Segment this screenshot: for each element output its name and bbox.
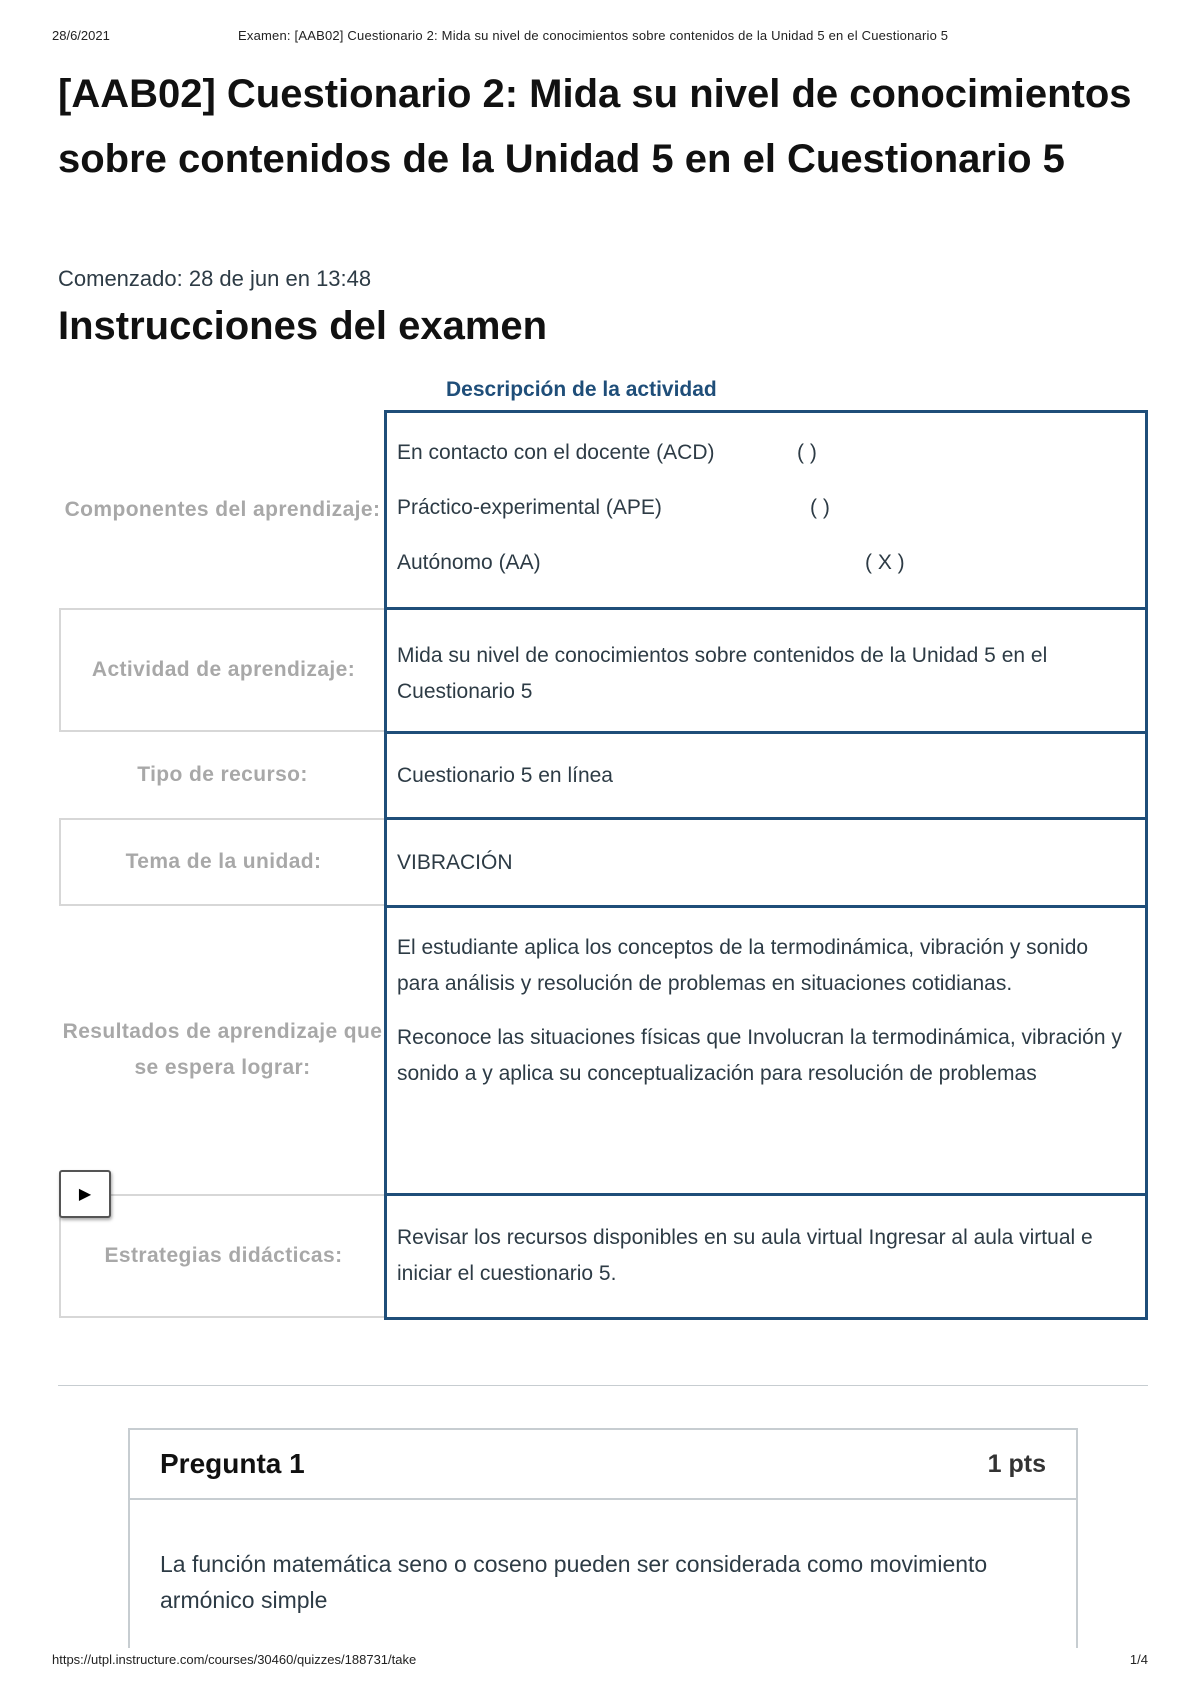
question-points: 1 pts [987, 1449, 1046, 1478]
component-name: En contacto con el docente (ACD) [397, 440, 715, 464]
component-name: Autónomo (AA) [397, 550, 541, 574]
table-caption: Descripción de la actividad [446, 378, 717, 401]
component-row [397, 480, 1135, 535]
component-row [397, 535, 1135, 590]
components-label: Componentes del aprendizaje: [64, 498, 381, 521]
question-text: La función matemática seno o coseno pueden ser considerada como movimiento armónico simple [160, 1551, 988, 1613]
results-cell [384, 905, 1148, 1196]
play-button[interactable] [59, 1170, 111, 1218]
quiz-title: [AAB02] Cuestionario 2: Mida su nivel de conocimientos sobre contenidos de la Unidad 5 en el Cuestionario 5 [58, 72, 1132, 181]
question-title: Pregunta 1 [160, 1448, 305, 1479]
components-cell [384, 410, 1148, 610]
question-header [130, 1430, 1076, 1500]
activity-label: Actividad de aprendizaje: [59, 608, 386, 732]
resource-value: Cuestionario 5 en línea [384, 731, 1148, 820]
play-icon: ▶ [78, 1186, 92, 1203]
topic-label: Tema de la unidad: [59, 818, 386, 906]
print-title: Examen: [AAB02] Cuestionario 2: Mida su nivel de conocimientos sobre contenidos de la Unidad 5 en el Cuestionario 5 [238, 28, 949, 43]
component-mark: ( X ) [865, 550, 905, 574]
started-timestamp: Comenzado: 28 de jun en 13:48 [58, 266, 372, 291]
resource-label: Tipo de recurso: [137, 763, 308, 786]
results-label: Resultados de aprendizaje que se espera lograr: [62, 1020, 383, 1079]
results-paragraph: Reconoce las situaciones físicas que Involucran la termodinámica, vibración y sonido a y aplica su conceptualización para resolución de problemas [397, 1026, 1122, 1085]
page-number: 1/4 [1129, 1652, 1148, 1667]
strategies-value: Revisar los recursos disponibles en su aula virtual Ingresar al aula virtual e iniciar el cuestionario 5. [384, 1193, 1148, 1320]
question-card [128, 1428, 1078, 1648]
component-name: Práctico-experimental (APE) [397, 495, 662, 519]
print-date: 28/6/2021 [52, 28, 110, 43]
strategies-label: Estrategias didácticas: [59, 1194, 386, 1318]
component-row [397, 425, 1135, 480]
topic-value: VIBRACIÓN [384, 817, 1148, 908]
component-mark: ( ) [797, 440, 817, 464]
component-mark: ( ) [810, 495, 830, 519]
activity-value: Mida su nivel de conocimientos sobre contenidos de la Unidad 5 en el Cuestionario 5 [384, 607, 1148, 734]
results-paragraph: El estudiante aplica los conceptos de la termodinámica, vibración y sonido para análisis y resolución de problemas en situaciones cotidianas. [397, 936, 1089, 995]
instructions-heading: Instrucciones del examen [58, 304, 548, 348]
page-url: https://utpl.instructure.com/courses/30460/quizzes/188731/take [52, 1652, 417, 1667]
section-divider [58, 1385, 1148, 1386]
